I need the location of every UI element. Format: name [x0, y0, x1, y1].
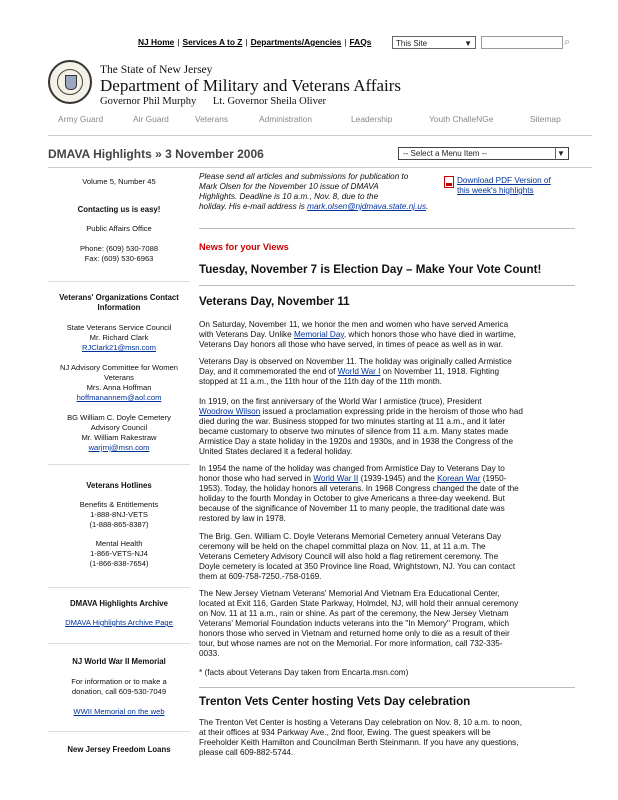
pao-label: Public Affairs Office: [86, 224, 152, 233]
utility-nav: [138, 37, 371, 47]
pdf-link-line2: this week's highlights: [457, 186, 534, 195]
freedom-loans-heading: New Jersey Freedom Loans: [67, 745, 171, 754]
world-war-ii-link[interactable]: World War II: [313, 474, 359, 483]
archive-heading: DMAVA Highlights Archive: [70, 599, 168, 608]
departments-link[interactable]: Departments/Agencies: [250, 37, 342, 47]
p3-line2: issued a proclamation expressing pride in the heroism of those who had: [262, 407, 523, 416]
benefits-hotline: [48, 500, 190, 530]
pdf-download[interactable]: [444, 176, 584, 196]
governor-line: [100, 96, 340, 107]
njac-person: Mrs. Anna Hoffman: [86, 383, 152, 392]
separator: |: [344, 37, 347, 47]
lt-governor-name: Lt. Governor Sheila Oliver: [212, 96, 327, 107]
paragraph: [199, 357, 575, 387]
nav-item-leadership[interactable]: Leadership: [351, 114, 393, 124]
hotlines-heading: Veterans Hotlines: [86, 481, 152, 490]
contact-heading: Contacting us is easy!: [77, 205, 161, 214]
nav-item-sitemap[interactable]: Sitemap: [530, 114, 561, 124]
encarta-footnote: * (facts about Veterans Day taken from Encarta.msn.com): [199, 668, 409, 677]
menu-select-value: -- Select a Menu Item --: [403, 149, 488, 158]
separator: |: [177, 37, 180, 47]
p6-line5: honors those who served in Vietnam and returned home only to die as a result of their: [199, 629, 510, 638]
paragraph: [199, 464, 575, 524]
ww2-info-line2: donation, call 609-530-7049: [71, 687, 167, 696]
korean-war-link[interactable]: Korean War: [437, 474, 481, 483]
p3-line3: died during the war. Business stopped for two minutes starting at 11 a.m., and it later: [199, 417, 506, 426]
benefits-phone: 1-888-8NJ-VETS: [90, 510, 148, 519]
p5-line1: The Brig. Gen. William C. Doyle Veterans Memorial Cemetery annual Veterans Day: [199, 532, 502, 541]
paragraph: [199, 397, 575, 457]
p5-line2: ceremony will be held on the chapel committal plaza on Nov. 11, at 11 a.m. The: [199, 542, 486, 551]
svsc-contact: [48, 323, 190, 353]
divider: [199, 228, 575, 229]
paragraph: [199, 718, 575, 758]
nj-home-link[interactable]: NJ Home: [138, 37, 175, 47]
doyle-email-link[interactable]: warjrnj@msn.com: [88, 443, 150, 452]
p2-line2-end: on November 11, 1918. Fighting: [382, 367, 500, 376]
p5-line4: Doyle cemetery is located at 350 Province line Road, Wrightstown, NJ. You can contact: [199, 562, 516, 571]
p4-line3: 1953). Today, the holiday honors all veterans. In 1968 Congress changed the date of the: [199, 484, 519, 493]
ww2-link-wrap: [48, 707, 190, 717]
p4-line2-mid: (1939-1945) and the: [360, 474, 435, 483]
search-icon[interactable]: ⌕: [564, 36, 571, 48]
p8-line2: at their offices at 934 Parkway Ave., 2nd floor, Ewing. The guest speakers will be: [199, 728, 491, 737]
p2-line2: Day, and it commemorated the end of: [199, 367, 336, 376]
doyle-name: BG William C. Doyle Cemetery: [67, 413, 171, 422]
njac-contact: [48, 363, 190, 403]
p1-line1: On Saturday, November 11, we honor the men and women who have served America: [199, 320, 509, 329]
p8-line1: The Trenton Vet Center is hosting a Veterans Day celebration on Nov. 8, 10 a.m. to noon,: [199, 718, 522, 727]
search-scope-value: This Site: [396, 39, 428, 48]
p2-line3: stopped at 11 a.m., the 11th hour of the 11th day of the 11th month.: [199, 377, 442, 386]
p4-line2: honor those who had served in: [199, 474, 311, 483]
services-link[interactable]: Services A to Z: [182, 37, 243, 47]
notice-line4: holiday. His e-mail address is: [199, 202, 305, 211]
vet-orgs-heading: [48, 293, 190, 313]
njac-name-line2: Veterans: [104, 373, 134, 382]
divider: [199, 687, 575, 688]
notice-line1: Please send all articles and submissions for publication to: [199, 172, 409, 181]
veterans-day-headline: Veterans Day, November 11: [199, 295, 350, 308]
nav-item-veterans[interactable]: Veterans: [195, 114, 229, 124]
vet-orgs-heading-line1: Veterans' Organizations Contact: [59, 293, 179, 302]
divider: [48, 643, 190, 644]
nav-item-air-guard[interactable]: Air Guard: [133, 114, 169, 124]
svsc-email-link[interactable]: RJClark21@msn.com: [82, 343, 156, 352]
nj-state-seal-logo: [48, 60, 92, 104]
njac-email-link[interactable]: hoffmanannem@aol.com: [76, 393, 162, 402]
world-war-i-link[interactable]: World War I: [337, 367, 381, 376]
ww2-info-line1: For information or to make a: [71, 677, 167, 686]
p4-line5: because of the significance of November 11 to many people, the traditional date was: [199, 504, 505, 513]
paragraph: [199, 532, 575, 582]
memorial-day-link[interactable]: Memorial Day: [293, 330, 344, 339]
doyle-contact: [48, 413, 190, 453]
volume-number: Volume 5, Number 45: [82, 177, 156, 186]
menu-select[interactable]: [398, 147, 569, 160]
p1-line3: Veterans Day honors all those who have served, in times of peace as well as in war.: [199, 340, 504, 349]
seal-shield: [65, 75, 77, 90]
trenton-headline: Trenton Vets Center hosting Vets Day celebration: [199, 695, 471, 708]
pdf-download-link[interactable]: [457, 176, 584, 196]
p6-line4: Veterans' Memorial Foundation inducts veterans into the "In Memory" Program, which: [199, 619, 510, 628]
nav-item-army-guard[interactable]: Army Guard: [58, 114, 104, 124]
p1-line2-end: , which honors those who have died in wartime,: [343, 330, 516, 339]
search-input[interactable]: [481, 36, 563, 49]
vet-orgs-heading-line2: Information: [97, 303, 141, 312]
department-name: Department of Military and Veterans Affairs: [100, 76, 402, 95]
divider: [48, 731, 190, 732]
ww2-link[interactable]: WWII Memorial on the web: [73, 707, 165, 716]
election-headline: Tuesday, November 7 is Election Day – Make Your Vote Count!: [199, 263, 542, 276]
ww2-info: [48, 677, 190, 697]
archive-link[interactable]: DMAVA Highlights Archive Page: [65, 618, 173, 627]
phone-number: Phone: (609) 530-7088: [79, 244, 159, 253]
nav-item-youth-challenge[interactable]: Youth ChalleNGe: [429, 114, 494, 124]
faqs-link[interactable]: FAQs: [349, 37, 372, 47]
search-scope-select[interactable]: [392, 36, 476, 49]
p4-line6: restored by law in 1978.: [199, 514, 286, 523]
njac-name: NJ Advisory Committee for Women: [59, 363, 179, 372]
pdf-link-line1: Download PDF Version of: [457, 176, 551, 185]
p6-line7: 0033.: [199, 649, 220, 658]
p4-line1: In 1954 the name of the holiday was changed from Armistice Day to Veterans Day to: [199, 464, 505, 473]
divider: [48, 464, 190, 465]
chevron-down-icon: ▼: [464, 39, 472, 48]
p4-line4: holiday to the fourth Monday in October to give Americans a three-day weekend. But: [199, 494, 505, 503]
separator: |: [245, 37, 248, 47]
p3-line1: In 1919, on the first anniversary of the World War I armistice (truce), President: [199, 397, 482, 406]
p3-line6: United States declared it a federal holiday.: [199, 447, 353, 456]
p6-line6: tour, but whose names are not on the Memorial. For more information, call 732-335-: [199, 639, 503, 648]
mental-health-hotline: [48, 539, 190, 569]
p6-line3: on Nov. 11 at 11 a.m., rain or shine. As part of the ceremony, the New Jersey Vietnam: [199, 609, 509, 618]
divider: [48, 135, 592, 136]
archive-link-wrap: [48, 618, 190, 628]
notice-end: .: [426, 202, 429, 211]
p3-line5: Armistice Day a state holiday in the 1920s and 1930s, and in 1938 the Congress of the: [199, 437, 514, 446]
chevron-down-icon: ▼: [555, 147, 566, 160]
divider: [48, 281, 190, 282]
p4-line2-end: (1950-: [482, 474, 507, 483]
p8-line3: Freeholder Keith Hamilton and Councilman Berth Steinmann. If you have any questions,: [199, 738, 519, 747]
divider: [48, 587, 190, 588]
p1-line2: with Veterans Day. Unlike: [199, 330, 292, 339]
p6-line1: The New Jersey Vietnam Veterans' Memorial And Vietnam Era Educational Center,: [199, 589, 500, 598]
divider: [199, 285, 575, 286]
p8-line4: please call 609-882-5744.: [199, 748, 294, 757]
svsc-name: State Veterans Service Council: [66, 323, 172, 332]
notice-line3: Highlights. Deadline is 10 a.m., Nov. 8, due to the: [199, 192, 379, 201]
fax-number: Fax: (609) 530-6963: [84, 254, 154, 263]
paragraph: [199, 320, 575, 350]
paragraph: [199, 589, 575, 659]
doyle-name-line2: Advisory Council: [90, 423, 148, 432]
ww2-heading: NJ World War II Memorial: [72, 657, 166, 666]
governor-name: Governor Phil Murphy: [100, 96, 197, 107]
doyle-person: Mr. William Rakestraw: [81, 433, 157, 442]
woodrow-wilson-link[interactable]: Woodrow Wilson: [199, 407, 261, 416]
nav-item-administration[interactable]: Administration: [259, 114, 313, 124]
p5-line3: Veterans Cemetery Advisory Council will also hold a flag retirement ceremony. The: [199, 552, 499, 561]
news-header: News for your Views: [199, 242, 289, 252]
benefits-label: Benefits & Entitlements: [79, 500, 159, 509]
notice-email-link[interactable]: mark.olsen@njdmava.state.nj.us: [307, 202, 427, 211]
page-title: DMAVA Highlights » 3 November 2006: [48, 147, 264, 161]
pdf-icon: [444, 176, 454, 188]
p2-line1: Veterans Day is observed on November 11. The holiday was originally called Armistice: [199, 357, 512, 366]
benefits-phone-numeric: (1-888-865-8387): [89, 520, 149, 529]
divider: [48, 167, 592, 168]
state-name: The State of New Jersey: [100, 64, 213, 76]
mental-health-label: Mental Health: [95, 539, 143, 548]
p3-line4: became customary to observe two minutes of silence from 11 a.m. Many states made: [199, 427, 509, 436]
notice-line2: Mark Olsen for the November 10 issue of DMAVA: [199, 182, 379, 191]
mental-health-phone-numeric: (1-866-838-7654): [89, 559, 149, 568]
svsc-person: Mr. Richard Clark: [89, 333, 149, 342]
mental-health-phone: 1-866-VETS-NJ4: [90, 549, 148, 558]
p6-line2: located at Exit 116, Garden State Parkway, Holmdel, NJ, will hold their annual ceremony: [199, 599, 519, 608]
p5-line5: them at 609-758-7250.-758-0169.: [199, 572, 322, 581]
